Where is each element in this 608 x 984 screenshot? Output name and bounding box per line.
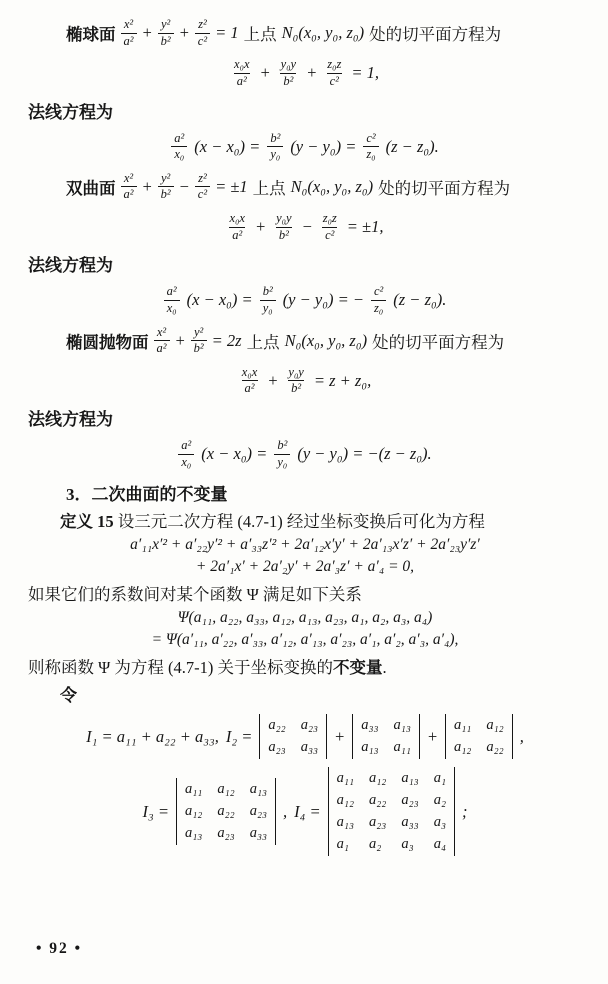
point-text-post: 处的切平面方程为 <box>372 332 505 352</box>
matrix-entry: a₂₃ <box>268 739 286 756</box>
equation-rhs: = 1 <box>215 23 239 43</box>
invariants-heading: 3．二次曲面的不变量 <box>66 485 228 505</box>
denominator: b² <box>280 73 296 90</box>
plus-operator: + <box>426 726 439 746</box>
ellipsoid-intro-line <box>28 17 582 49</box>
denominator: z₀ <box>371 300 386 317</box>
denominator: y₀ <box>274 454 290 471</box>
I2-lhs: I₂ = <box>225 726 253 746</box>
fraction <box>260 284 276 316</box>
matrix-entry: a₃₃ <box>361 717 379 734</box>
matrix-entry: a₂₃ <box>249 803 268 820</box>
point-notation: N₀(x₀, y₀, z₀) <box>281 23 365 43</box>
conclusion-text-end: . <box>382 658 387 678</box>
determinant-3x3 <box>176 778 276 845</box>
determinant-4x4 <box>328 767 455 856</box>
equation-term: (y − y₀) = −(z − z₀). <box>297 444 432 464</box>
matrix-entry: a₁₁ <box>454 717 472 734</box>
denominator: x₀ <box>164 300 180 317</box>
equation-term: (x − x₀) = <box>201 444 268 464</box>
equation-term: (x − x₀) = <box>186 290 253 310</box>
I3-lhs: I₃ = <box>142 801 169 821</box>
numerator: x₀x <box>241 364 258 379</box>
denominator: c² <box>195 186 210 203</box>
fraction <box>227 211 248 243</box>
denominator: b² <box>158 33 174 50</box>
page-footer <box>36 940 82 958</box>
denominator: z₀ <box>363 146 378 163</box>
determinant-2x2 <box>352 714 420 759</box>
hyperboloid-tangent-plane-equation <box>28 211 582 243</box>
numerator: x² <box>156 324 167 339</box>
definition-text: 设三元二次方程 (4.7-1) 经过坐标变换后可化为方程 <box>117 512 485 532</box>
fraction <box>158 17 174 49</box>
paraboloid-section <box>28 325 582 471</box>
matrix-entry: a₁₂ <box>185 803 203 820</box>
matrix-entry: a₃₃ <box>249 825 268 842</box>
numerator: b² <box>270 130 281 145</box>
numerator: y₀y <box>276 211 292 225</box>
fraction <box>158 171 174 203</box>
matrix-entry: a₁₃ <box>393 717 411 734</box>
denominator: a² <box>229 227 245 244</box>
punctuation: , <box>519 726 524 746</box>
ellipsoid-section <box>28 17 582 163</box>
fraction <box>191 325 207 357</box>
conclusion-line <box>28 654 582 678</box>
operator: + <box>141 23 153 43</box>
ellipsoid-normal-line-equation <box>28 131 582 163</box>
matrix-entry: a₁₁ <box>393 739 411 756</box>
operator: + <box>306 63 318 83</box>
point-text-pre: 上点 <box>246 332 280 352</box>
denominator: y₀ <box>260 300 276 317</box>
matrix-entry: a₂₂ <box>486 739 504 756</box>
fraction <box>239 365 260 397</box>
paraboloid-tangent-plane-equation <box>28 365 582 397</box>
fraction <box>267 131 283 163</box>
fraction <box>274 438 290 470</box>
fraction <box>324 57 344 89</box>
matrix-entry: a₁ <box>336 836 349 853</box>
transformed-equation-line1: a′₁₁x′² + a′₂₂y′² + a′₃₃z′² + 2a′₁₂x′y′ + 2a′₁₃x′z′ + 2a′₂₃y′z′ <box>130 536 480 554</box>
equation-term: (y − y₀) = <box>290 136 357 156</box>
operator: − <box>178 176 190 196</box>
matrix-entry: a₁₂ <box>486 717 504 734</box>
denominator: c² <box>195 33 210 50</box>
hyperboloid-normal-line-equation <box>28 284 582 316</box>
matrix-entry: a₃ <box>433 814 446 831</box>
fraction <box>171 131 187 163</box>
matrix-entry: a₁₃ <box>401 770 419 787</box>
normal-line-label: 法线方程为 <box>28 410 113 429</box>
hyperboloid-section <box>28 171 582 317</box>
paraboloid-normal-line-equation <box>28 438 582 470</box>
equation-rhs: = ±1 <box>215 176 248 196</box>
point-text-post: 处的切平面方程为 <box>369 25 502 45</box>
determinant-2x2 <box>259 714 327 759</box>
fraction <box>320 211 340 243</box>
fraction <box>164 284 180 316</box>
matrix-entry: a₁₁ <box>185 781 203 798</box>
fraction <box>285 365 306 397</box>
denominator: a² <box>242 380 258 397</box>
matrix-entry: a₂₃ <box>217 825 235 842</box>
matrix-entry: a₁₂ <box>336 792 354 809</box>
denominator: y₀ <box>267 146 283 163</box>
denominator: a² <box>121 33 137 50</box>
fraction <box>363 131 378 163</box>
fraction <box>195 17 210 49</box>
denominator: b² <box>191 340 207 357</box>
numerator: y² <box>160 170 171 185</box>
matrix-entry: a₂ <box>433 792 446 809</box>
numerator: x₀x <box>229 211 245 225</box>
paraboloid-intro-line <box>28 325 582 357</box>
surface-type-label: 椭球面 <box>66 25 116 45</box>
numerator: y₀y <box>280 57 297 72</box>
numerator: z² <box>198 170 207 185</box>
matrix-entry: a₃ <box>401 836 414 853</box>
matrix-entry: a₁₃ <box>185 825 203 842</box>
matrix-entry: a₁₃ <box>249 781 268 798</box>
fraction <box>231 57 252 89</box>
denominator: a² <box>121 186 137 203</box>
surface-type-label: 椭圆抛物面 <box>66 332 149 352</box>
numerator: z² <box>198 17 207 31</box>
conclusion-text-pre: 则称函数 Ψ 为方程 (4.7-1) 关于坐标变换的 <box>28 658 334 678</box>
page-number: • 92 • <box>36 940 83 957</box>
invariants-I3-I4-equation <box>28 767 582 856</box>
punctuation: , <box>283 801 288 821</box>
fraction <box>121 171 137 203</box>
matrix-entry: a₁₂ <box>454 739 472 756</box>
punctuation: ; <box>461 801 468 821</box>
hyperboloid-surface-equation <box>121 171 248 203</box>
matrix-entry: a₂₃ <box>401 792 419 809</box>
denominator: x₀ <box>171 146 187 163</box>
determinant-2x2 <box>445 714 513 759</box>
numerator: b² <box>277 438 288 452</box>
numerator: c² <box>373 284 384 299</box>
matrix-entry: a₄ <box>433 836 446 853</box>
definition-line <box>28 508 582 532</box>
fraction <box>278 57 299 89</box>
paraboloid-surface-equation <box>154 325 242 357</box>
I4-lhs: I₄ = <box>294 801 321 821</box>
matrix-entry: a₁₃ <box>336 814 354 831</box>
ellipsoid-tangent-plane-equation <box>28 57 582 89</box>
numerator: b² <box>262 284 273 299</box>
matrix-entry: a₁₁ <box>336 770 354 787</box>
numerator: z₀z <box>327 57 342 72</box>
point-notation: N₀(x₀, y₀, z₀) <box>284 330 368 350</box>
equation-term: (y − y₀) = − <box>282 290 364 310</box>
numerator: y₀y <box>288 364 304 379</box>
fraction <box>121 17 137 49</box>
equation-rhs: = ±1, <box>346 217 384 237</box>
condition-text: 如果它们的系数间对某个函数 Ψ 满足如下关系 <box>28 585 362 605</box>
numerator: y² <box>160 17 171 31</box>
numerator: y² <box>193 324 204 339</box>
fraction <box>371 284 386 316</box>
denominator: b² <box>288 380 304 397</box>
denominator: a² <box>234 73 250 90</box>
matrix-entry: a₁ <box>433 770 446 787</box>
numerator: a² <box>174 130 185 145</box>
matrix-entry: a₂₂ <box>369 792 387 809</box>
matrix-entry: a₂₃ <box>369 814 387 831</box>
fraction <box>154 325 170 357</box>
denominator: a² <box>154 340 170 357</box>
numerator: x² <box>123 17 134 31</box>
numerator: a² <box>166 284 177 299</box>
normal-line-label: 法线方程为 <box>28 102 113 122</box>
fraction <box>273 211 294 243</box>
equation-rhs: = z + z₀, <box>313 370 372 390</box>
psi-relation-line2: = Ψ(a′₁₁, a′₂₂, a′₃₃, a′₁₂, a′₁₃, a′₂₃, a′₁, a′₂, a′₃, a′₄), <box>151 631 459 649</box>
ellipsoid-surface-equation <box>121 17 239 49</box>
denominator: x₀ <box>178 454 194 471</box>
matrix-entry: a₂₂ <box>268 717 286 734</box>
numerator: c² <box>366 130 376 145</box>
definition-label: 定义 15 <box>60 512 114 532</box>
matrix-entry: a₁₃ <box>361 739 379 756</box>
point-text-pre: 上点 <box>252 178 286 198</box>
invariants-I1-I2-equation <box>28 714 582 759</box>
invariants-section <box>28 480 582 856</box>
operator: + <box>259 63 271 83</box>
invariant-term: 不变量 <box>333 658 383 678</box>
fraction <box>178 438 194 470</box>
fraction <box>195 171 210 203</box>
matrix-entry: a₂ <box>369 836 382 853</box>
matrix-entry: a₃₃ <box>300 739 319 756</box>
denominator: c² <box>327 73 342 90</box>
operator: + <box>141 176 153 196</box>
surface-type-label: 双曲面 <box>66 178 116 198</box>
operator: − <box>301 217 313 237</box>
operator: + <box>254 217 267 237</box>
I1-expression: I₁ = a₁₁ + a₂₂ + a₃₃, <box>86 726 219 746</box>
operator: + <box>174 330 186 350</box>
point-text-pre: 上点 <box>243 25 277 45</box>
plus-operator: + <box>334 726 346 746</box>
point-text-post: 处的切平面方程为 <box>378 178 511 198</box>
transformed-equation-line2: + 2a′₁x′ + 2a′₂y′ + 2a′₃z′ + a′₄ = 0, <box>195 558 415 576</box>
numerator: z₀z <box>322 211 337 225</box>
equation-term: (z − z₀). <box>393 290 447 310</box>
matrix-entry: a₁₂ <box>369 770 387 787</box>
denominator: b² <box>158 186 174 203</box>
equation-term: (x − x₀) = <box>194 136 261 156</box>
matrix-entry: a₂₂ <box>217 803 235 820</box>
numerator: a² <box>181 438 192 452</box>
operator: + <box>267 370 279 390</box>
hyperboloid-intro-line <box>28 171 582 203</box>
matrix-entry: a₃₃ <box>401 814 419 831</box>
equation-rhs: = 1, <box>351 63 379 83</box>
matrix-entry: a₁₂ <box>217 781 235 798</box>
equation-rhs: = 2z <box>211 330 242 350</box>
let-label: 令 <box>60 686 77 706</box>
normal-line-label: 法线方程为 <box>28 256 113 276</box>
numerator: x₀x <box>234 57 250 72</box>
numerator: x² <box>123 170 134 185</box>
operator: + <box>178 23 190 43</box>
equation-term: (z − z₀). <box>385 136 439 156</box>
matrix-entry: a₂₃ <box>300 717 319 734</box>
denominator: c² <box>322 227 337 244</box>
denominator: b² <box>276 227 292 244</box>
point-notation: N₀(x₀, y₀, z₀) <box>290 176 374 196</box>
psi-relation-line1: Ψ(a₁₁, a₂₂, a₃₃, a₁₂, a₁₃, a₂₃, a₁, a₂, a₃, a₄) <box>177 609 433 627</box>
